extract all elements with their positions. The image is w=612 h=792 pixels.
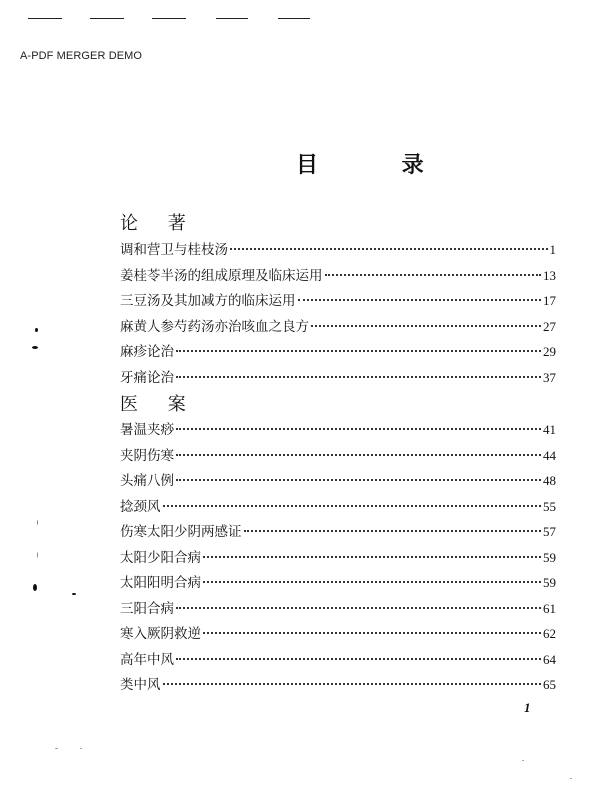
toc-entry-page: 1 <box>549 242 556 257</box>
toc-entry-page: 64 <box>543 651 556 667</box>
toc-entry-page: 44 <box>543 447 556 463</box>
toc-list-yian <box>120 418 556 699</box>
toc-entry[interactable] <box>120 366 556 392</box>
dot-leader <box>176 376 541 378</box>
toc-entry[interactable] <box>120 597 556 623</box>
toc-entry[interactable] <box>120 546 556 572</box>
top-rule <box>278 18 310 19</box>
toc-entry-title: 麻疹论治 <box>120 344 174 360</box>
toc-entry-title: 姜桂苓半汤的组成原理及临床运用 <box>120 267 323 284</box>
section-heading-lunzhu: 论 著 <box>120 213 198 234</box>
dot-leader <box>203 581 541 583</box>
toc-entry-page: 17 <box>543 293 556 308</box>
dot-leader <box>203 632 541 634</box>
toc-entry-page: 41 <box>543 422 556 437</box>
dot-leader <box>325 274 542 276</box>
toc-entry[interactable] <box>120 571 556 597</box>
top-rule <box>28 18 62 19</box>
toc-entry[interactable] <box>120 315 556 341</box>
toc-entry[interactable] <box>120 444 556 470</box>
dot-leader <box>176 607 541 609</box>
top-rule <box>90 18 124 19</box>
toc-entry-title: 类中风 <box>120 677 161 693</box>
toc-entry[interactable] <box>120 673 556 699</box>
toc-entry-title: 太阳阳明合病 <box>120 575 201 591</box>
page-number: 1 <box>524 700 531 715</box>
toc-entry-title: 伤寒太阳少阴两感证 <box>120 524 242 540</box>
toc-entry-title: 太阳少阳合病 <box>120 549 201 566</box>
scan-speck <box>35 328 38 332</box>
top-rule <box>216 18 248 19</box>
toc-entry-page: 27 <box>543 318 556 334</box>
toc-entry[interactable] <box>120 264 556 290</box>
toc-entry-page: 59 <box>543 549 556 565</box>
toc-entry[interactable] <box>120 289 556 315</box>
dot-leader <box>311 325 541 327</box>
toc-entry-title: 调和营卫与桂枝汤 <box>120 242 228 258</box>
toc-entry-title: 三豆汤及其加减方的临床运用 <box>120 293 296 309</box>
watermark-text: A-PDF MERGER DEMO <box>20 50 143 62</box>
scan-speck <box>522 760 524 761</box>
toc-entry[interactable] <box>120 418 556 444</box>
toc-entry-title: 夹阴伤寒 <box>120 447 174 464</box>
dot-leader <box>176 350 541 352</box>
dot-leader <box>298 299 542 301</box>
toc-entry[interactable] <box>120 495 556 521</box>
toc-list-lunzhu <box>120 238 556 391</box>
section-heading-yian: 医 案 <box>120 394 198 415</box>
toc-entry-page: 61 <box>543 600 556 616</box>
toc-entry-page: 65 <box>543 677 556 692</box>
dot-leader <box>176 454 541 456</box>
dot-leader <box>244 530 542 532</box>
toc-entry-page: 55 <box>543 498 556 514</box>
toc-entry[interactable] <box>120 520 556 546</box>
toc-entry-page: 57 <box>543 524 556 539</box>
top-rule <box>152 18 186 19</box>
dot-leader <box>163 505 542 507</box>
toc-entry-title: 捻颈风 <box>120 498 161 515</box>
toc-entry-title: 三阳合病 <box>120 600 174 617</box>
scan-speck <box>72 593 76 595</box>
toc-entry-page: 59 <box>543 575 556 590</box>
dot-leader <box>203 556 541 558</box>
toc-entry-title: 暑温夹痧 <box>120 422 174 438</box>
dot-leader <box>176 479 541 481</box>
toc-entry[interactable] <box>120 469 556 495</box>
toc-entry-title: 高年中风 <box>120 651 174 668</box>
toc-entry-page: 37 <box>543 369 556 385</box>
toc-entry-page: 48 <box>543 473 556 488</box>
scan-speck <box>55 748 58 749</box>
scan-speck <box>33 584 37 591</box>
toc-entry[interactable] <box>120 340 556 366</box>
scan-speck <box>80 748 82 749</box>
scan-speck <box>37 552 38 558</box>
toc-entry-title: 寒入厥阴救逆 <box>120 626 201 642</box>
scan-speck <box>570 778 572 779</box>
dot-leader <box>176 658 541 660</box>
toc-entry-page: 29 <box>543 344 556 359</box>
scan-speck <box>37 520 38 525</box>
toc-entry[interactable] <box>120 648 556 674</box>
toc-entry-page: 62 <box>543 626 556 641</box>
dot-leader <box>176 428 541 430</box>
page-title: 目 录 <box>296 152 462 178</box>
toc-entry-title: 麻黄人参芍药汤亦治咳血之良方 <box>120 318 309 335</box>
dot-leader <box>230 248 548 250</box>
toc-entry[interactable] <box>120 238 556 264</box>
toc-entry-title: 头痛八例 <box>120 473 174 489</box>
dot-leader <box>163 683 542 685</box>
scan-speck <box>32 346 38 349</box>
toc-entry[interactable] <box>120 622 556 648</box>
toc-entry-title: 牙痛论治 <box>120 369 174 386</box>
toc-entry-page: 13 <box>543 267 556 283</box>
